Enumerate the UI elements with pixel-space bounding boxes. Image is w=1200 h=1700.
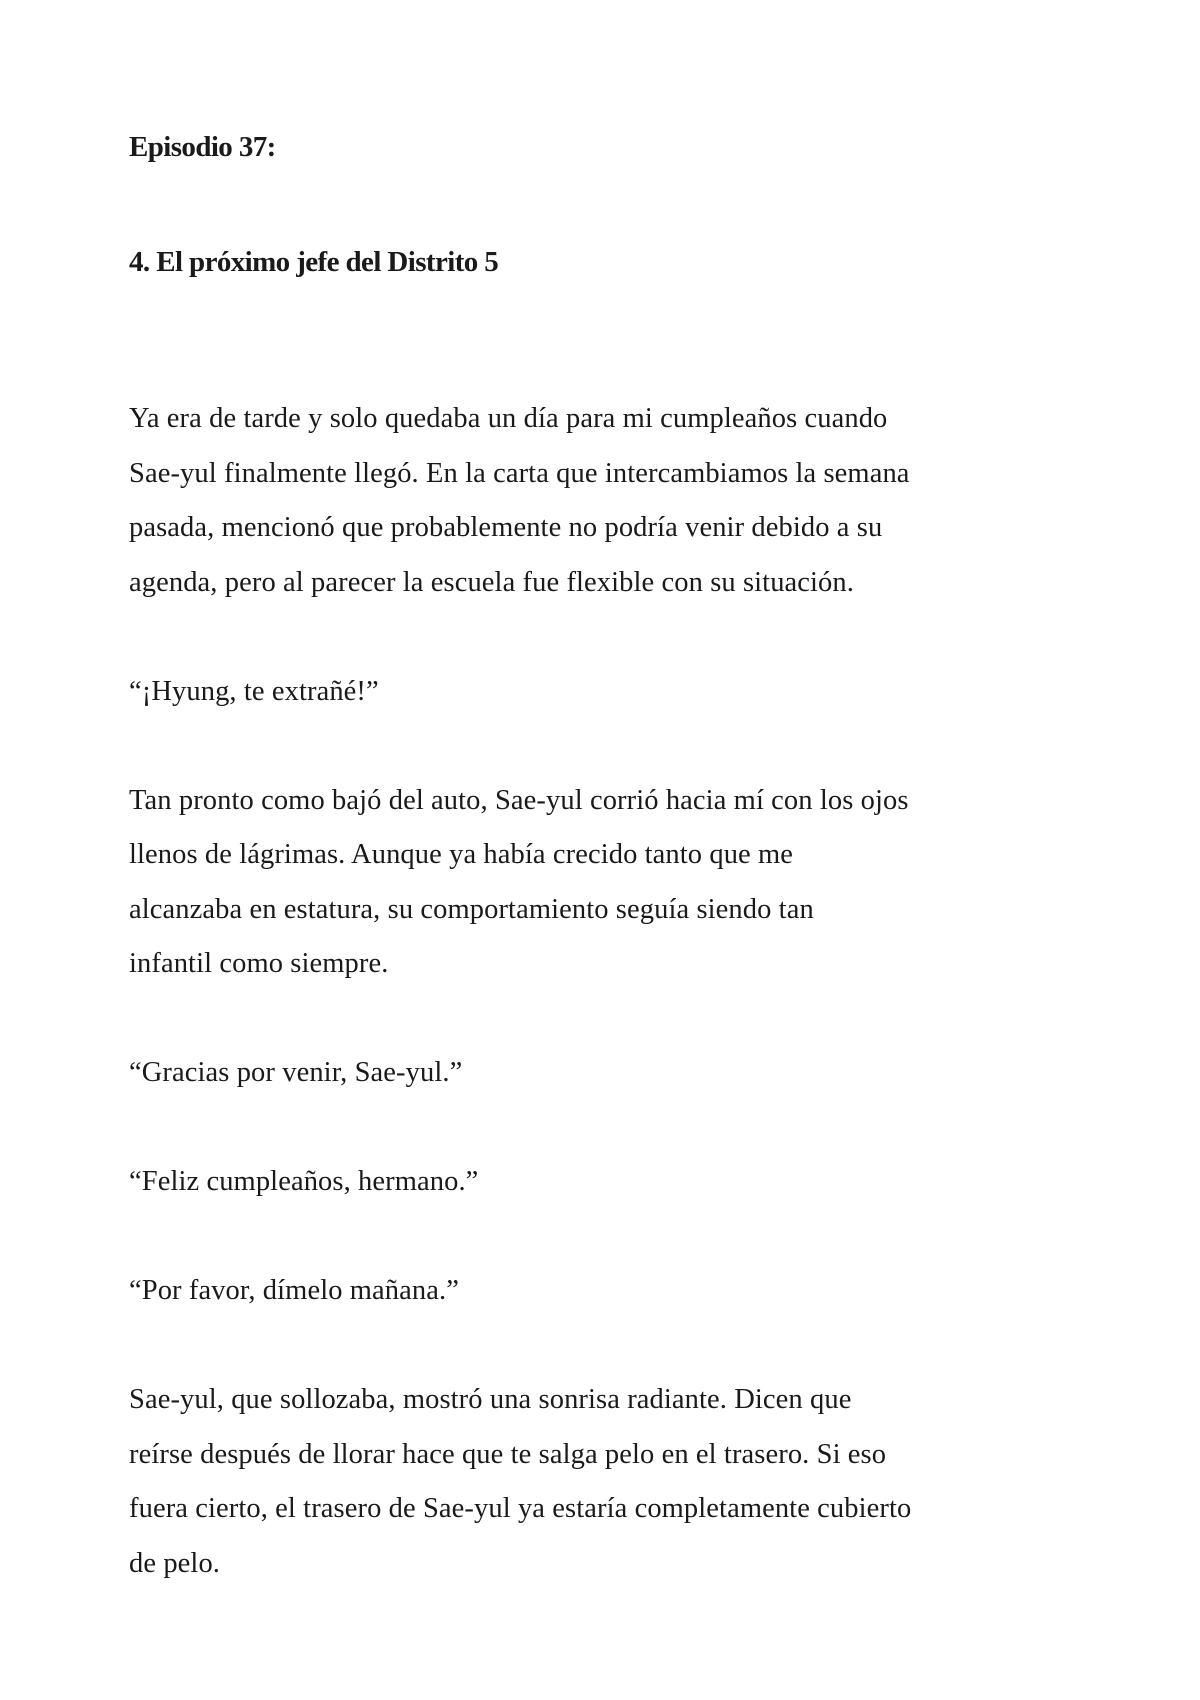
text-line: Sae-yul finalmente llegó. En la carta que intercambiamos la semana: [129, 457, 910, 489]
paragraph: [129, 1264, 1129, 1319]
text-line: reírse después de llorar hace que te salga pelo en el trasero. Si eso: [129, 1438, 887, 1470]
chapter-title: 4. El próximo jefe del Distrito 5: [129, 246, 499, 278]
text-line: “¡Hyung, te extrañé!”: [129, 675, 379, 707]
text-line: “Por favor, dímelo mañana.”: [129, 1275, 459, 1306]
text-line: infantil como siempre.: [129, 948, 389, 979]
paragraph: [129, 392, 1129, 610]
text-line: “Gracias por venir, Sae-yul.”: [129, 1057, 463, 1088]
paragraph: [129, 1046, 1129, 1101]
episode-title: Episodio 37:: [129, 131, 276, 163]
text-line: de pelo.: [129, 1547, 221, 1579]
text-line: llenos de lágrimas. Aunque ya había crecido tanto que me: [129, 839, 794, 870]
story-body: [129, 392, 1129, 1646]
text-line: Tan pronto como bajó del auto, Sae-yul corrió hacia mí con los ojos: [129, 784, 909, 816]
text-line: fuera cierto, el trasero de Sae-yul ya estaría completamente cubierto: [129, 1493, 912, 1524]
text-line: agenda, pero al parecer la escuela fue flexible con su situación.: [129, 566, 854, 598]
text-line: Sae-yul, que sollozaba, mostró una sonrisa radiante. Dicen que: [129, 1384, 852, 1415]
text-line: alcanzaba en estatura, su comportamiento seguía siendo tan: [129, 893, 814, 925]
text-line: Ya era de tarde y solo quedaba un día para mi cumpleaños cuando: [129, 403, 888, 434]
paragraph: [129, 665, 1129, 720]
text-line: pasada, mencionó que probablemente no podría venir debido a su: [129, 512, 883, 543]
paragraph: [129, 1373, 1129, 1591]
paragraph: [129, 1155, 1129, 1210]
text-line: “Feliz cumpleaños, hermano.”: [129, 1166, 479, 1197]
paragraph: [129, 774, 1129, 992]
